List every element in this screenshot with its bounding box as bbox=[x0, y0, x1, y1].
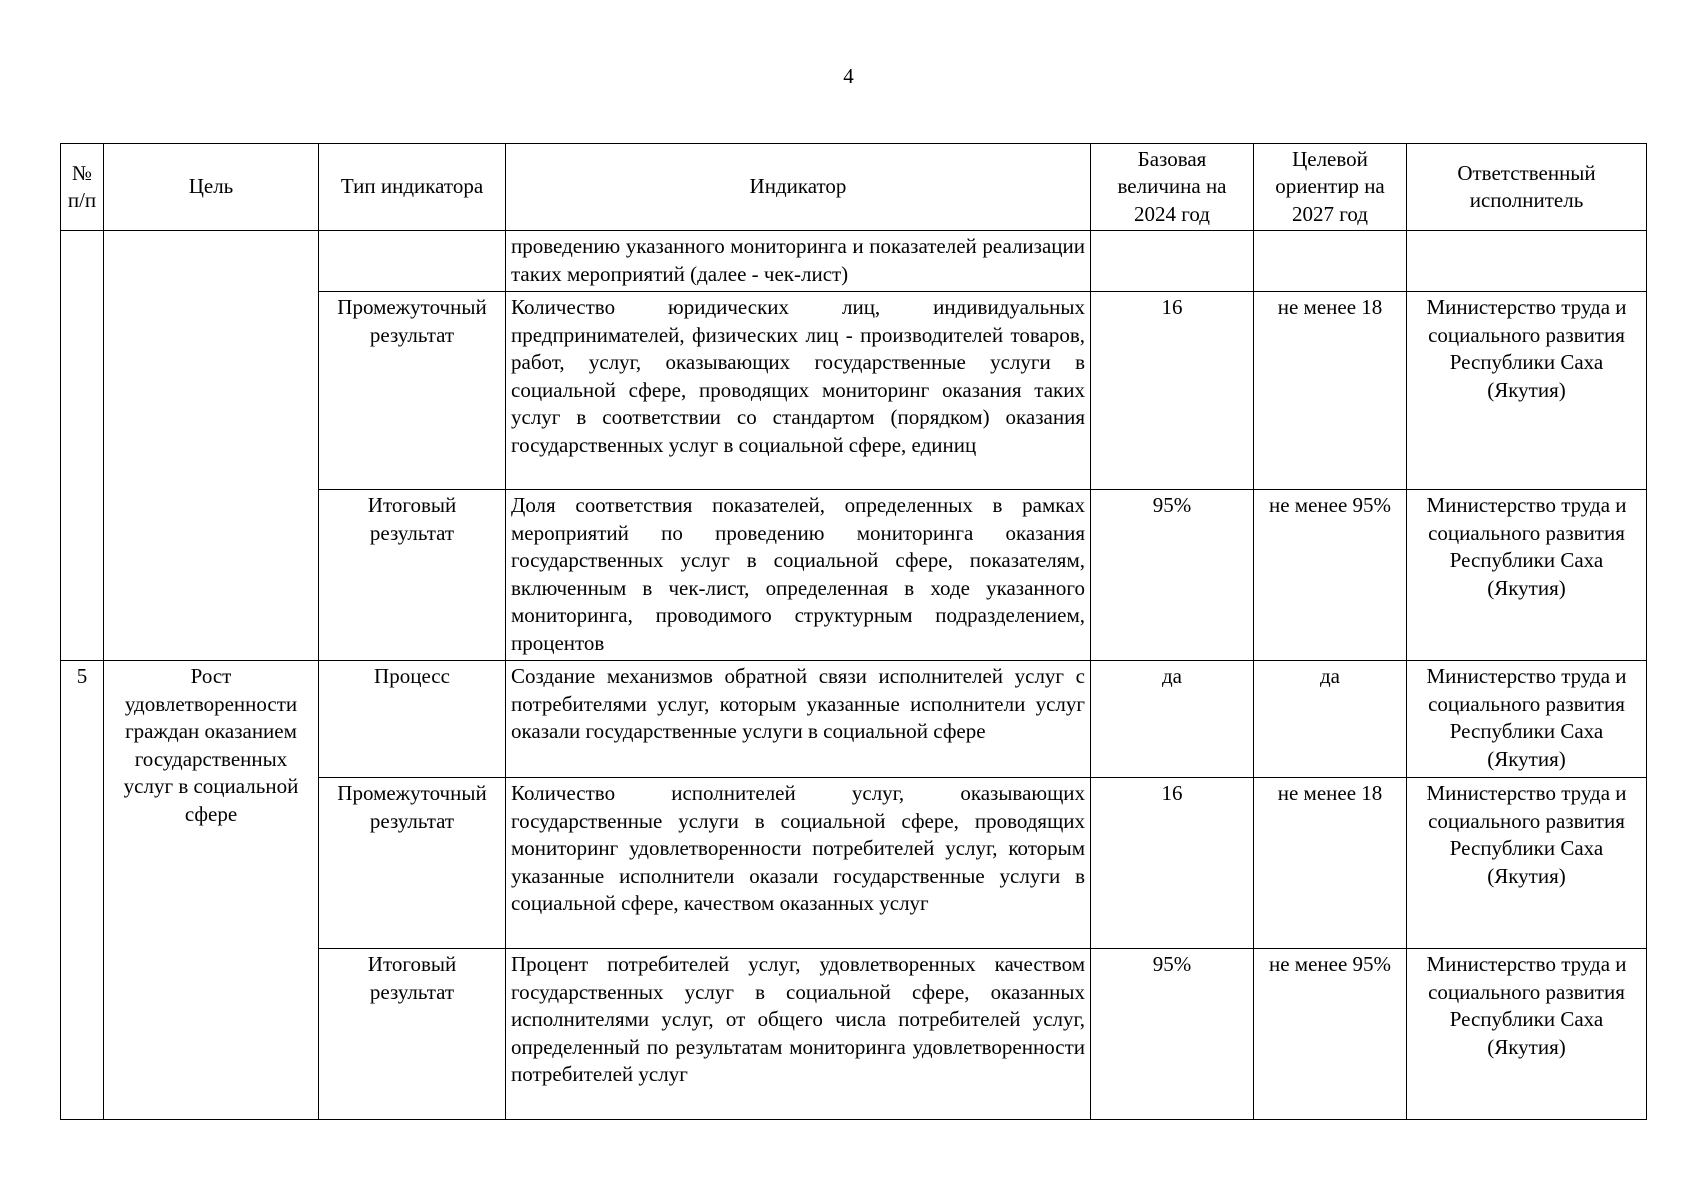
indicator-type-cell: Промежуточный результат bbox=[319, 778, 506, 949]
indicator-cell: Процент потребителей услуг, удовлетворенных качеством государственных услуг в социальной сфере, оказанных исполнителями услуг, от общего числа потребителей услуг, определенный по результатам мониторинга удовлетворенности потребителей услуг bbox=[506, 949, 1091, 1120]
goal-cell: Рост удовлетворенности граждан оказанием государственных услуг в социальной сфере bbox=[104, 661, 319, 1120]
base-value-cell: 16 bbox=[1091, 778, 1254, 949]
header-goal: Цель bbox=[104, 144, 319, 231]
indicator-type-cell: Промежуточный результат bbox=[319, 292, 506, 490]
indicator-cell: Создание механизмов обратной связи исполнителей услуг с потребителями услуг, которым указанные исполнители услуг оказали государственные услуги в социальной сфере bbox=[506, 661, 1091, 778]
base-value-cell: 95% bbox=[1091, 949, 1254, 1120]
target-value-cell: не менее 95% bbox=[1254, 949, 1407, 1120]
indicator-cell: Доля соответствия показателей, определенных в рамках мероприятий по проведению мониторинга оказания государственных услуг в социальной сфере, показателям, включенным в чек-лист, определенная в ходе указанного мониторинга, проводимого структурным подразделением, процентов bbox=[506, 490, 1091, 661]
target-value-cell: да bbox=[1254, 661, 1407, 778]
page-number: 4 bbox=[843, 64, 854, 88]
header-num: № п/п bbox=[61, 144, 104, 231]
table-row bbox=[61, 661, 1647, 778]
indicator-type-cell: Процесс bbox=[319, 661, 506, 778]
base-value-cell: да bbox=[1091, 661, 1254, 778]
responsible-cell: Министерство труда и социального развития Республики Саха (Якутия) bbox=[1407, 661, 1647, 778]
responsible-cell: Министерство труда и социального развития Республики Саха (Якутия) bbox=[1407, 292, 1647, 490]
responsible-cell: Министерство труда и социального развития Республики Саха (Якутия) bbox=[1407, 490, 1647, 661]
indicator-type-cell bbox=[319, 231, 506, 292]
responsible-cell: Министерство труда и социального развития Республики Саха (Якутия) bbox=[1407, 949, 1647, 1120]
indicators-table bbox=[60, 143, 1647, 1120]
indicator-type-cell: Итоговый результат bbox=[319, 949, 506, 1120]
responsible-cell: Министерство труда и социального развития Республики Саха (Якутия) bbox=[1407, 778, 1647, 949]
indicator-cell: Количество исполнителей услуг, оказывающих государственные услуги в социальной сфере, проводящих мониторинг удовлетворенности потребителей услуг, которым указанные исполнители оказали государственные услуги в социальной сфере, качеством оказанных услуг bbox=[506, 778, 1091, 949]
base-value-cell: 95% bbox=[1091, 490, 1254, 661]
base-value-cell bbox=[1091, 231, 1254, 292]
header-target-value: Целевой ориентир на 2027 год bbox=[1254, 144, 1407, 231]
indicator-type-cell: Итоговый результат bbox=[319, 490, 506, 661]
table-row bbox=[61, 231, 1647, 292]
table-header-row bbox=[61, 144, 1647, 231]
header-indicator-type: Тип индикатора bbox=[319, 144, 506, 231]
header-responsible: Ответственный исполнитель bbox=[1407, 144, 1647, 231]
target-value-cell: не менее 18 bbox=[1254, 778, 1407, 949]
indicator-cell: проведению указанного мониторинга и показателей реализации таких мероприятий (далее - чек-лист) bbox=[506, 231, 1091, 292]
goal-cell-empty bbox=[104, 231, 319, 661]
target-value-cell: не менее 18 bbox=[1254, 292, 1407, 490]
indicator-cell: Количество юридических лиц, индивидуальных предпринимателей, физических лиц - производителей товаров, работ, услуг, оказывающих государственные услуги в социальной сфере, проводящих мониторинг оказания таких услуг в соответствии со стандартом (порядком) оказания государственных услуг в социальной сфере, единиц bbox=[506, 292, 1091, 490]
target-value-cell bbox=[1254, 231, 1407, 292]
header-base-value: Базовая величина на 2024 год bbox=[1091, 144, 1254, 231]
target-value-cell: не менее 95% bbox=[1254, 490, 1407, 661]
base-value-cell: 16 bbox=[1091, 292, 1254, 490]
num-cell: 5 bbox=[61, 661, 104, 1120]
header-indicator: Индикатор bbox=[506, 144, 1091, 231]
num-cell-empty bbox=[61, 231, 104, 661]
responsible-cell bbox=[1407, 231, 1647, 292]
